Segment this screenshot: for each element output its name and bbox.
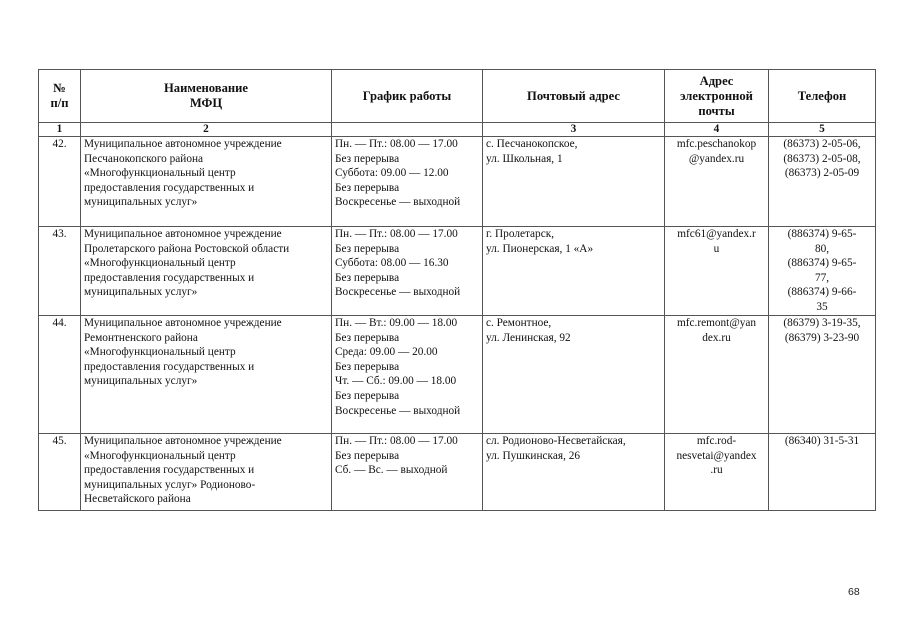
- email-address: mfc61@yandex.r u: [665, 227, 769, 316]
- work-schedule: Пн. — Вт.: 09.00 — 18.00 Без перерыва Среда: 09.00 — 20.00 Без перерыва Чт. — Сб.: 09.00 — 18.00 Без перерыва Воскресенье — выходной: [332, 316, 483, 434]
- mfc-name: Муниципальное автономное учреждение Песчанокопского района «Многофункциональный центр предоставления государственных и муниципальных услуг»: [81, 137, 332, 227]
- column-number: 4: [665, 123, 769, 137]
- column-number: 3: [483, 123, 665, 137]
- column-number: [332, 123, 483, 137]
- column-number-row: [39, 123, 876, 137]
- table-row: [39, 434, 876, 511]
- header-number: № п/п: [39, 70, 81, 123]
- table-row: [39, 227, 876, 316]
- phone-numbers: (86379) 3-19-35, (86379) 3-23-90: [769, 316, 876, 434]
- email-address: mfc.peschanokop @yandex.ru: [665, 137, 769, 227]
- header-name: Наименование МФЦ: [81, 70, 332, 123]
- page-number: 68: [848, 586, 860, 598]
- row-number: 42.: [39, 137, 81, 227]
- email-address: mfc.rod- nesvetai@yandex .ru: [665, 434, 769, 511]
- postal-address: с. Ремонтное, ул. Ленинская, 92: [483, 316, 665, 434]
- phone-numbers: (86373) 2-05-06, (86373) 2-05-08, (86373) 2-05-09: [769, 137, 876, 227]
- phone-numbers: (886374) 9-65- 80, (886374) 9-65- 77, (886374) 9-66- 35: [769, 227, 876, 316]
- email-address: mfc.remont@yan dex.ru: [665, 316, 769, 434]
- header-address: Почтовый адрес: [483, 70, 665, 123]
- postal-address: г. Пролетарск, ул. Пионерская, 1 «А»: [483, 227, 665, 316]
- postal-address: сл. Родионово-Несветайская, ул. Пушкинская, 26: [483, 434, 665, 511]
- mfc-name: Муниципальное автономное учреждение Ремонтненского района «Многофункциональный центр предоставления государственных и муниципальных услуг»: [81, 316, 332, 434]
- column-number: 1: [39, 123, 81, 137]
- header-email: Адрес электронной почты: [665, 70, 769, 123]
- table-row: [39, 316, 876, 434]
- column-number: 2: [81, 123, 332, 137]
- postal-address: с. Песчанокопское, ул. Школьная, 1: [483, 137, 665, 227]
- work-schedule: Пн. — Пт.: 08.00 — 17.00 Без перерыва Сб. — Вс. — выходной: [332, 434, 483, 511]
- header-phone: Телефон: [769, 70, 876, 123]
- header-row: [39, 70, 876, 123]
- row-number: 44.: [39, 316, 81, 434]
- mfc-name: Муниципальное автономное учреждение Пролетарского района Ростовской области «Многофункциональный центр предоставления государственных и муниципальных услуг»: [81, 227, 332, 316]
- work-schedule: Пн. — Пт.: 08.00 — 17.00 Без перерыва Суббота: 08.00 — 16.30 Без перерыва Воскресенье — выходной: [332, 227, 483, 316]
- row-number: 43.: [39, 227, 81, 316]
- column-number: 5: [769, 123, 876, 137]
- work-schedule: Пн. — Пт.: 08.00 — 17.00 Без перерыва Суббота: 09.00 — 12.00 Без перерыва Воскресенье — выходной: [332, 137, 483, 227]
- phone-numbers: (86340) 31-5-31: [769, 434, 876, 511]
- table-row: [39, 137, 876, 227]
- mfc-name: Муниципальное автономное учреждение «Многофункциональный центр предоставления государственных и муниципальных услуг» Родионово- Несветайского района: [81, 434, 332, 511]
- mfc-table: [38, 69, 876, 511]
- row-number: 45.: [39, 434, 81, 511]
- header-schedule: График работы: [332, 70, 483, 123]
